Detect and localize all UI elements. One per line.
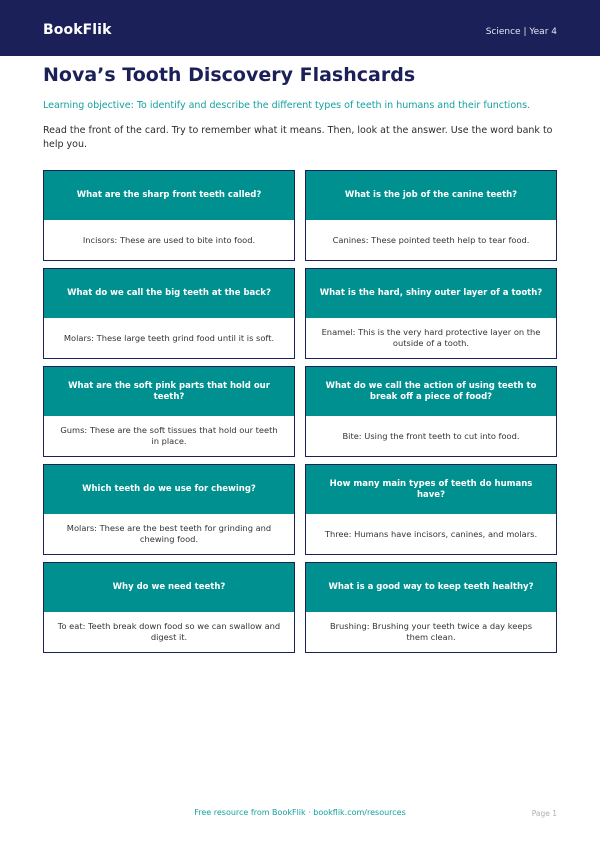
flashcard-front: What do we call the action of using teeth to break off a piece of food?: [306, 367, 556, 416]
flashcard-front: What are the sharp front teeth called?: [44, 171, 294, 220]
flashcard-back: Molars: These large teeth grind food until it is soft.: [44, 318, 294, 358]
flashcard[interactable]: [305, 170, 557, 261]
flashcard-back: Gums: These are the soft tissues that hold our teeth in place.: [44, 416, 294, 456]
flashcard[interactable]: [305, 268, 557, 359]
flashcard-back: Incisors: These are used to bite into food.: [44, 220, 294, 260]
flashcard[interactable]: [43, 464, 295, 555]
subject-year-label: Science | Year 4: [485, 27, 557, 37]
flashcard[interactable]: [43, 366, 295, 457]
flashcard[interactable]: [305, 464, 557, 555]
flashcard-front: How many main types of teeth do humans have?: [306, 465, 556, 514]
flashcard[interactable]: [305, 366, 557, 457]
page-number: Page 1: [531, 809, 557, 818]
flashcard[interactable]: [43, 170, 295, 261]
flashcard-front: What is a good way to keep teeth healthy?: [306, 563, 556, 612]
flashcard-front: Which teeth do we use for chewing?: [44, 465, 294, 514]
flashcard-front: What do we call the big teeth at the back?: [44, 269, 294, 318]
flashcard-front: What is the hard, shiny outer layer of a tooth?: [306, 269, 556, 318]
flashcard-front: What is the job of the canine teeth?: [306, 171, 556, 220]
flashcard-grid: [43, 170, 557, 653]
flashcard-front: What are the soft pink parts that hold our teeth?: [44, 367, 294, 416]
flashcard-back: Bite: Using the front teeth to cut into food.: [306, 416, 556, 456]
flashcard-back: Canines: These pointed teeth help to tear food.: [306, 220, 556, 260]
top-bar: [0, 0, 600, 56]
instructions: Read the front of the card. Try to remember what it means. Then, look at the answer. Use the word bank to help you.: [43, 125, 553, 150]
flashcard-back: Three: Humans have incisors, canines, and molars.: [306, 514, 556, 554]
learning-objective: Learning objective: To identify and describe the different types of teeth in humans and their functions.: [43, 100, 531, 111]
page-title: Nova’s Tooth Discovery Flashcards: [43, 64, 416, 86]
footer-link[interactable]: Free resource from BookFlik · bookflik.com/resources: [194, 808, 406, 817]
flashcard-front: Why do we need teeth?: [44, 563, 294, 612]
brand-logo[interactable]: BookFlik: [43, 22, 112, 38]
flashcard[interactable]: [43, 268, 295, 359]
flashcard-back: Enamel: This is the very hard protective layer on the outside of a tooth.: [306, 318, 556, 358]
flashcard-back: Brushing: Brushing your teeth twice a day keeps them clean.: [306, 612, 556, 652]
flashcard[interactable]: [43, 562, 295, 653]
flashcard-back: Molars: These are the best teeth for grinding and chewing food.: [44, 514, 294, 554]
flashcard[interactable]: [305, 562, 557, 653]
flashcard-back: To eat: Teeth break down food so we can swallow and digest it.: [44, 612, 294, 652]
